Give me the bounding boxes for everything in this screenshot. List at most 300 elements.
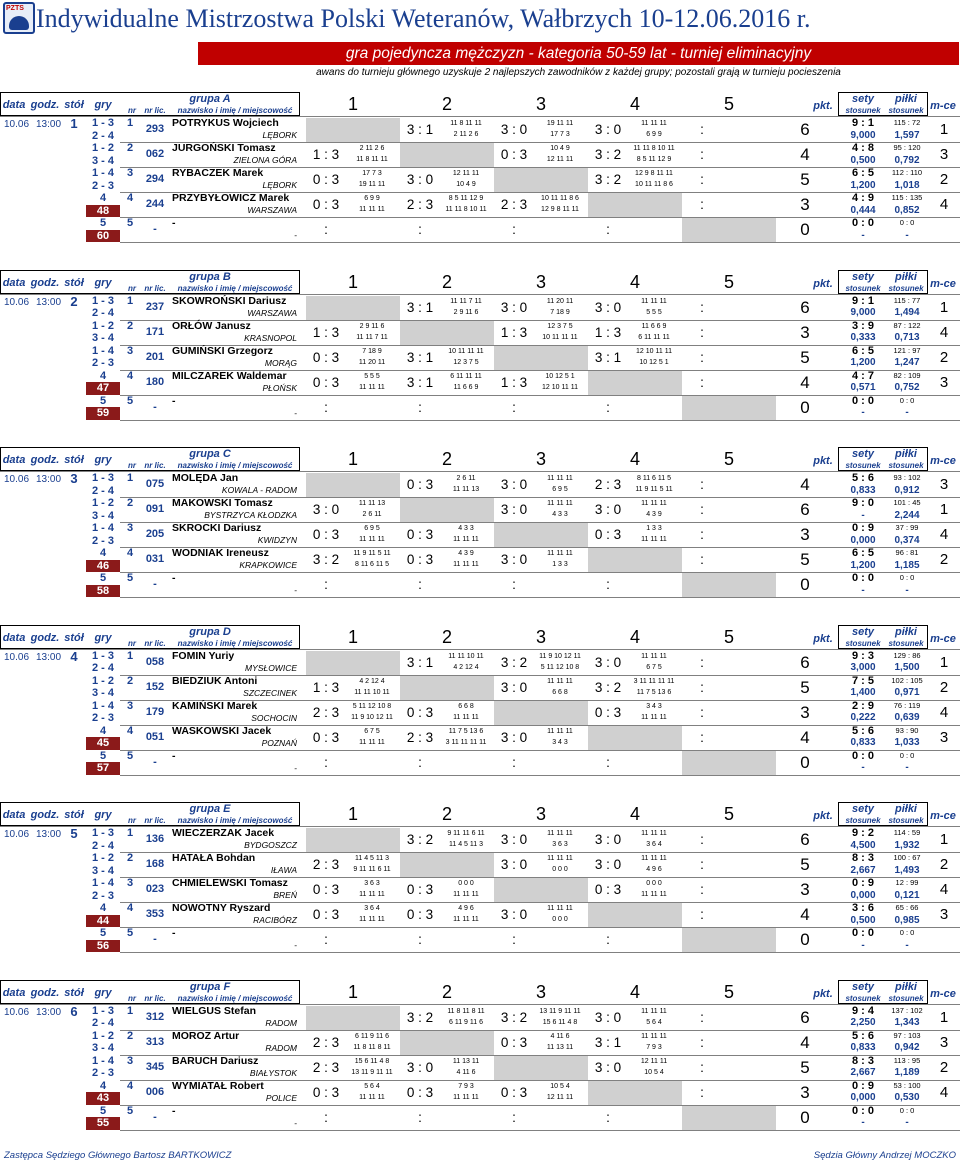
player-points: 0 [800, 575, 810, 594]
match-score: : [606, 399, 610, 415]
header-gry: gry [94, 809, 112, 821]
set-scores-bottom: 6 7 5 [646, 663, 662, 671]
set-scores-top: 3 6 4 [364, 905, 380, 912]
match-score: : [700, 552, 704, 567]
sets-quotient: 0,222 [850, 712, 876, 723]
match-score: 0 : 3 [594, 527, 622, 542]
player-license: 171 [145, 325, 165, 338]
header-godz: godz. [30, 99, 60, 111]
player-club: BYDGOSZCZ [244, 840, 297, 850]
diagonal-cell [682, 573, 776, 597]
header-nr: nr [128, 461, 136, 470]
player-license: 062 [145, 148, 165, 160]
header-stol: stół [64, 631, 84, 644]
set-scores-top: 10 11 11 11 [448, 347, 484, 355]
sets-ratio: 5 : 6 [851, 472, 874, 484]
match-score: : [700, 122, 704, 137]
set-scores-bottom: 11 11 11 [359, 1093, 385, 1101]
points-ratio: 100 : 67 [893, 853, 921, 862]
player-points: 0 [800, 220, 810, 239]
group-name: grupa F [189, 980, 231, 993]
group-name: grupa D [189, 625, 231, 638]
player-points: 3 [800, 195, 810, 214]
diagonal-cell [588, 726, 682, 750]
game-pairing: 3 - 4 [91, 864, 114, 877]
match-score: 0 : 3 [312, 882, 340, 897]
match-score: : [324, 932, 328, 947]
set-scores-bottom: 4 3 9 [646, 511, 662, 518]
player-points: 3 [800, 1082, 810, 1102]
set-scores-bottom: 3 6 4 [646, 841, 662, 848]
match-time: 13:00 [36, 651, 62, 663]
player-license: 353 [145, 908, 165, 920]
player-name: - [172, 394, 176, 407]
diagonal-cell [494, 523, 588, 547]
match-score: 3 : 0 [500, 299, 528, 315]
diagonal-cell [494, 878, 588, 902]
player-points: 0 [800, 930, 810, 949]
final-place: 4 [939, 323, 949, 341]
player-points: 6 [800, 1007, 810, 1027]
game-pairing: 1 - 2 [91, 319, 114, 332]
sets-ratio: 0 : 0 [851, 217, 874, 229]
player-club: SZCZECINEK [243, 687, 297, 698]
col-2-header: 2 [441, 449, 452, 469]
player-nr: 3 [126, 167, 134, 179]
player-points: 4 [800, 1032, 810, 1052]
points-quotient: - [905, 939, 909, 951]
player-name: WODNIAK Ireneusz [172, 547, 269, 559]
set-scores-bottom: 13 11 9 11 11 [351, 1068, 393, 1076]
game-pairing: 55 [86, 1117, 120, 1130]
match-score: : [700, 299, 704, 315]
player-name: ORŁÓW Janusz [172, 319, 251, 332]
set-scores-top: 11 11 11 [547, 830, 573, 837]
points-ratio: 97 : 103 [893, 1030, 921, 1040]
header-gry: gry [94, 99, 112, 111]
player-points: 5 [800, 170, 810, 189]
header-pkt: pkt. [813, 810, 833, 822]
final-place: 3 [939, 1033, 949, 1051]
header-nrlic: nr lic. [144, 638, 166, 648]
match-score: 3 : 0 [406, 172, 434, 187]
header-pilki: piłki [894, 270, 917, 283]
player-name: - [172, 217, 176, 229]
set-scores-bottom: 11 7 5 13 6 [636, 688, 672, 696]
header-sety-stosunek: stosunek [845, 461, 881, 470]
player-points: 5 [800, 550, 810, 569]
sets-ratio: 9 : 4 [851, 1004, 874, 1017]
player-name: WASKOWSKI Jacek [172, 724, 272, 737]
set-scores-bottom: 11 11 11 [453, 713, 479, 721]
game-pairing: 5 [99, 1104, 107, 1117]
game-pairing: 4 [99, 547, 107, 559]
player-club: IŁAWA [270, 865, 297, 875]
game-pairing: 56 [86, 940, 120, 953]
match-score: : [700, 1059, 704, 1075]
points-quotient: 1,185 [894, 559, 920, 571]
player-nr: 3 [126, 877, 134, 889]
set-scores-bottom: 11 11 10 11 [354, 688, 390, 696]
points-quotient: 0,912 [894, 484, 920, 496]
points-ratio: 113 : 95 [893, 1055, 921, 1065]
player-points: 6 [800, 297, 810, 317]
header-sety-stosunek: stosunek [845, 283, 881, 293]
set-scores-top: 11 8 11 8 11 [447, 1007, 485, 1015]
sets-ratio: 9 : 3 [851, 649, 874, 662]
game-pairing: 4 [99, 724, 107, 737]
table-number: 1 [70, 116, 78, 131]
player-license: - [153, 755, 157, 768]
set-scores-bottom: 6 11 9 11 6 [449, 1018, 483, 1026]
game-pairing: 58 [86, 585, 120, 598]
game-pairing: 1 - 3 [91, 472, 114, 484]
player-license: 091 [145, 503, 165, 515]
player-license: 294 [145, 173, 165, 185]
header-data: data [2, 99, 26, 111]
diagonal-cell [400, 676, 494, 700]
match-score: : [324, 399, 328, 415]
points-ratio: 114 : 59 [893, 828, 921, 837]
set-scores-top: 11 11 11 [547, 550, 573, 557]
player-name: CHMIELEWSKI Tomasz [172, 877, 288, 889]
header-data: data [2, 809, 26, 821]
player-nr: 1 [126, 649, 134, 662]
sets-quotient: 2,667 [850, 864, 876, 876]
final-place [930, 395, 958, 420]
player-name: MOLĘDA Jan [172, 472, 239, 484]
player-name: GUMIŃSKI Grzegorz [172, 344, 273, 357]
match-score: 3 : 2 [406, 1009, 434, 1025]
sets-quotient: - [861, 584, 865, 596]
sets-ratio: 0 : 9 [851, 877, 874, 889]
set-scores-top: 12 9 8 11 11 [635, 170, 673, 177]
header-pilki-stosunek: stosunek [888, 993, 924, 1003]
col-4-header: 4 [629, 94, 640, 114]
player-nr: 3 [126, 699, 134, 712]
col-3-header: 3 [535, 271, 546, 292]
player-name: PRZYBYŁOWICZ Marek [172, 192, 290, 204]
player-club: - [294, 762, 297, 773]
game-pairing: 5 [99, 572, 107, 584]
sets-quotient: 0,000 [850, 889, 876, 901]
match-score: 2 : 3 [406, 197, 434, 212]
points-quotient: - [905, 229, 909, 241]
match-time: 13:00 [36, 119, 62, 130]
player-points: 3 [800, 322, 810, 342]
sets-quotient: 0,333 [850, 332, 876, 343]
points-quotient: 2,244 [894, 509, 920, 521]
sets-quotient: 0,833 [850, 1042, 876, 1053]
set-scores-bottom: 11 8 11 8 11 [353, 1043, 391, 1051]
final-place: 2 [939, 171, 949, 188]
sets-quotient: 0,444 [850, 204, 876, 216]
player-name: WIELGUS Stefan [172, 1004, 257, 1017]
set-scores-top: 11 11 11 [641, 297, 667, 305]
sets-ratio: 0 : 0 [851, 394, 874, 407]
final-place: 4 [939, 1083, 949, 1101]
set-scores-top: 19 11 11 [546, 120, 574, 127]
table-number: 2 [70, 293, 78, 309]
game-pairing: 2 - 4 [91, 484, 114, 497]
diagonal-cell [682, 751, 776, 775]
set-scores-bottom: 11 11 11 [641, 891, 667, 898]
player-points: 4 [800, 475, 810, 494]
diagonal-cell [682, 218, 776, 242]
final-place: 2 [939, 678, 949, 696]
match-score: : [512, 399, 516, 415]
game-pairing: 5 [99, 394, 107, 407]
match-score: : [700, 1034, 704, 1050]
set-scores-top: 11 20 11 [546, 297, 574, 305]
player-license: 180 [145, 375, 165, 388]
points-ratio: 0 : 0 [899, 395, 915, 405]
player-club: WARSZAWA [247, 205, 297, 215]
player-club: KWIDZYN [257, 535, 297, 545]
player-club: KRASNOPOL [244, 332, 297, 343]
player-name: MAKOWSKI Tomasz [172, 497, 273, 509]
set-scores-top: 11 11 11 [641, 1032, 667, 1040]
col-1-header: 1 [347, 626, 358, 647]
player-club: SOCHOCIN [251, 712, 297, 723]
sets-ratio: 8 : 3 [851, 852, 874, 864]
final-place: 4 [939, 526, 949, 543]
header-pkt: pkt. [813, 277, 833, 290]
sets-quotient: 2,250 [850, 1017, 876, 1028]
sets-ratio: 4 : 7 [851, 369, 874, 382]
points-quotient: 0,752 [894, 382, 920, 393]
player-name: BARUCH Dariusz [172, 1054, 259, 1067]
header-nrlic: nr lic. [144, 816, 166, 825]
set-scores-bottom: 3 11 11 11 11 [445, 738, 487, 746]
match-score: 1 : 3 [312, 147, 340, 162]
header-nr: nr [128, 638, 136, 648]
player-club: - [294, 407, 297, 418]
game-pairing: 1 - 3 [91, 294, 114, 307]
set-scores-top: 11 11 7 11 [450, 297, 482, 305]
col-1-header: 1 [347, 804, 358, 824]
sets-quotient: - [861, 407, 865, 418]
game-pairing: 2 - 3 [91, 179, 114, 192]
match-score: 0 : 3 [500, 1034, 528, 1050]
set-scores-bottom: 12 10 11 11 [542, 383, 578, 391]
set-scores-top: 11 11 11 [547, 727, 573, 735]
col-1-header: 1 [347, 981, 358, 1002]
set-scores-bottom: 11 11 11 [641, 536, 667, 543]
deputy-referee: Zastępca Sędziego Głównego Bartosz BARTKOWICZ [4, 1150, 232, 1161]
sets-quotient: 1,200 [850, 179, 876, 191]
final-place [930, 1105, 958, 1130]
match-score: : [700, 1009, 704, 1025]
game-pairing: 1 - 2 [91, 1029, 114, 1042]
player-name: FOMIN Yuriy [172, 649, 235, 662]
match-score: 1 : 3 [312, 324, 340, 340]
sets-ratio: 4 : 9 [851, 192, 874, 204]
match-score: 3 : 0 [594, 1059, 622, 1075]
header-nr: nr [128, 283, 136, 293]
points-ratio: 101 : 45 [893, 498, 921, 507]
set-scores-top: 10 5 4 [550, 1082, 570, 1090]
match-date: 10.06 [4, 119, 30, 130]
match-score: 0 : 3 [312, 1084, 340, 1100]
header-pkt: pkt. [813, 100, 833, 112]
match-score: : [700, 197, 704, 212]
match-score: 0 : 3 [312, 172, 340, 187]
player-nr: 5 [126, 572, 134, 584]
col-2-header: 2 [441, 626, 452, 647]
match-score: 0 : 3 [406, 477, 434, 492]
game-pairing: 4 [99, 369, 107, 382]
header-stol: stół [64, 986, 84, 999]
header-sety-stosunek: stosunek [845, 816, 881, 825]
set-scores-bottom: 10 4 9 [456, 181, 476, 188]
sets-quotient: - [861, 762, 865, 773]
row-line [120, 242, 960, 243]
set-scores-top: 17 7 3 [362, 170, 382, 177]
points-quotient: 1,018 [894, 179, 920, 191]
final-place: 3 [939, 728, 949, 746]
match-score: : [418, 577, 422, 592]
set-scores-top: 12 10 11 11 [636, 347, 672, 355]
match-score: 3 : 2 [312, 552, 340, 567]
diagonal-cell [400, 498, 494, 522]
sets-quotient: 0,500 [850, 154, 876, 166]
player-points: 4 [800, 727, 810, 747]
set-scores-bottom: 12 9 8 11 11 [541, 206, 579, 213]
match-score: : [700, 729, 704, 745]
player-name: WYMIATAŁ Robert [172, 1079, 264, 1092]
col-2-header: 2 [441, 981, 452, 1002]
player-points: 5 [800, 855, 810, 874]
set-scores-top: 4 2 12 4 [359, 677, 385, 685]
game-pairing: 57 [86, 762, 120, 775]
player-club: BYSTRZYCA KŁODZKA [204, 510, 297, 520]
col-1-header: 1 [347, 271, 358, 292]
sets-ratio: 2 : 9 [851, 699, 874, 712]
set-scores-bottom: 11 11 11 [453, 916, 479, 923]
player-license: 205 [145, 528, 165, 540]
page-header [0, 0, 960, 42]
game-pairing: 5 [99, 749, 107, 762]
points-quotient: - [905, 584, 909, 596]
sets-quotient: 0,000 [850, 1092, 876, 1103]
player-points: 3 [800, 702, 810, 722]
match-score: : [418, 754, 422, 770]
player-club: - [294, 230, 297, 240]
diagonal-cell [494, 168, 588, 192]
match-date: 10.06 [4, 296, 30, 308]
player-club: POLICE [265, 1092, 297, 1103]
player-club: BREŃ [273, 890, 297, 900]
player-club: RADOM [265, 1042, 297, 1053]
match-score: 3 : 1 [406, 654, 434, 670]
sets-quotient: 4,500 [850, 839, 876, 851]
set-scores-top: 11 11 13 [358, 500, 386, 507]
match-score: 3 : 0 [500, 832, 528, 847]
diagonal-cell [682, 928, 776, 952]
player-license: 023 [145, 883, 165, 895]
points-ratio: 96 : 81 [895, 548, 919, 557]
player-name: - [172, 749, 176, 762]
game-pairing: 3 - 4 [91, 1042, 114, 1054]
match-score: 3 : 0 [594, 122, 622, 137]
player-nr: 3 [126, 1054, 134, 1067]
player-points: 0 [800, 1107, 810, 1127]
header-name: nazwisko i imię / miejscowość [177, 993, 293, 1003]
set-scores-top: 11 7 5 13 6 [448, 727, 484, 735]
match-score: 3 : 0 [500, 907, 528, 922]
set-scores-bottom: 1 3 3 [552, 561, 568, 568]
points-ratio: 93 : 102 [893, 473, 921, 482]
player-club: MYSŁOWICE [245, 662, 297, 673]
header-sety: sety [851, 625, 875, 638]
set-scores-bottom: 4 11 6 [456, 1068, 476, 1076]
match-score: : [700, 324, 704, 340]
set-scores-top: 11 9 10 12 11 [539, 652, 581, 660]
player-license: 345 [145, 1060, 165, 1073]
game-pairing: 45 [86, 737, 120, 750]
game-pairing: 2 - 4 [91, 839, 114, 852]
game-pairing: 1 - 3 [91, 649, 114, 662]
diagonal-cell [588, 371, 682, 395]
points-quotient: 0,852 [894, 204, 920, 216]
player-license: 168 [145, 858, 165, 870]
player-name: JURGOŃSKI Tomasz [172, 142, 276, 154]
match-score: 0 : 3 [312, 527, 340, 542]
header-sety: sety [851, 270, 875, 283]
group-name: grupa A [189, 93, 231, 105]
match-time: 13:00 [36, 474, 62, 485]
match-score: 3 : 2 [500, 1009, 528, 1025]
player-name: - [172, 1104, 176, 1117]
set-scores-top: 11 11 11 [547, 475, 573, 482]
header-mce: m-ce [930, 100, 956, 112]
header-pilki-stosunek: stosunek [888, 283, 924, 293]
diagonal-cell [682, 396, 776, 420]
header-nrlic: nr lic. [144, 283, 166, 293]
points-quotient: 0,530 [894, 1092, 920, 1103]
set-scores-bottom: 11 6 6 9 [453, 383, 479, 391]
header-name: nazwisko i imię / miejscowość [177, 638, 293, 648]
match-score: 2 : 3 [312, 1059, 340, 1075]
header-name: nazwisko i imię / miejscowość [177, 816, 293, 825]
player-points: 4 [800, 372, 810, 392]
player-nr: 5 [126, 1104, 134, 1117]
set-scores-bottom: 11 11 11 [359, 536, 385, 543]
match-score: 0 : 3 [406, 552, 434, 567]
row-line [120, 1130, 960, 1131]
points-quotient: 0,792 [894, 154, 920, 166]
header-gry: gry [94, 454, 112, 466]
points-ratio: 76 : 119 [893, 700, 921, 710]
set-scores-top: 11 6 6 9 [641, 322, 667, 330]
set-scores-top: 8 5 11 12 9 [448, 195, 484, 202]
match-score: 0 : 3 [594, 704, 622, 720]
match-score: 3 : 0 [500, 122, 528, 137]
match-time: 13:00 [36, 296, 62, 308]
game-pairing: 60 [86, 230, 120, 243]
player-name: POTRYKUS Wojciech [172, 117, 279, 129]
player-nr: 5 [126, 749, 134, 762]
header-stol: stół [64, 276, 84, 289]
game-pairing: 2 - 4 [91, 662, 114, 674]
match-score: 3 : 1 [406, 299, 434, 315]
player-nr: 3 [126, 344, 134, 357]
match-score: : [700, 172, 704, 187]
player-club: BIAŁYSTOK [249, 1067, 297, 1078]
game-pairing: 3 - 4 [91, 154, 114, 167]
points-quotient: 0,713 [894, 332, 920, 343]
